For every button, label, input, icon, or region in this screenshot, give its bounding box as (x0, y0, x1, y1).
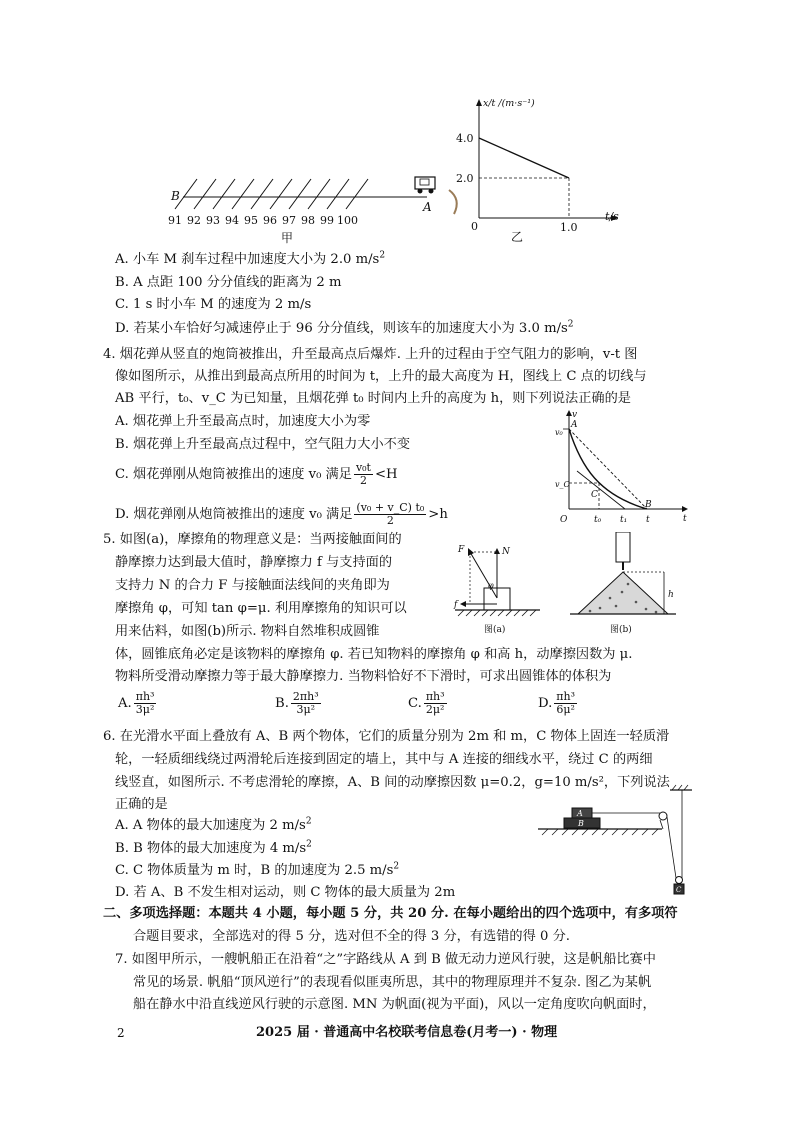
q3-option-d: D. 若某小车恰好匀减速停止于 96 分分值线，则该车的加速度大小为 3.0 $m/s^2$ (115, 319, 574, 336)
q4-c-fraction: $\frac{\text{v₀t}}{2}$ (355, 461, 371, 487)
figure-jia (165, 165, 455, 245)
yi-tick-1: 1.0 (560, 221, 578, 234)
fig6-pulley-table (659, 812, 667, 820)
figure-5 (450, 532, 685, 638)
q3-option-a: A. 小车 M 刹车过程中加速度大小为 2.0 $m/s^2$ (115, 250, 386, 267)
tick-91: 91 (168, 214, 182, 227)
q5-option-c: C. $\frac{\text{πh³}}{\text{2μ²}}$ (408, 690, 445, 716)
tick-97: 97 (282, 214, 296, 227)
q6-option-a: A. A 物体的最大加速度为 2 $m/s^2$ (115, 816, 312, 833)
vt-x-label: t (683, 514, 687, 524)
yi-tick-4: 4.0 (456, 132, 474, 145)
q4-stem-line3: AB 平行，t₀、v_C 为已知量，且烟花弹 t₀ 时间内上升的高度为 h，则下列说法正确的是 (115, 391, 631, 406)
fig6-label-c: C (676, 886, 682, 894)
yi-tick-0: 0 (471, 220, 478, 233)
yi-data-line (479, 138, 569, 178)
q6-option-c: C. C 物体质量为 m 时，B 的加速度为 2.5 $m/s^2$ (115, 861, 400, 878)
tick-96: 96 (263, 214, 277, 227)
vt-y-label: v (572, 410, 578, 420)
vt-label-v0: v₀ (555, 428, 563, 437)
tick-94: 94 (225, 214, 239, 227)
q6-option-b: B. B 物体的最大加速度为 4 $m/s^2$ (115, 839, 312, 856)
figure-yi (445, 92, 625, 242)
q4-stem-line1: 4. 烟花弹从竖直的炮筒被推出，升至最高点后爆炸. 上升的过程由于空气阻力的影响，v-t 图 (103, 347, 638, 362)
vt-label-o: O (560, 515, 568, 525)
q5-line2: 静摩擦力达到最大值时，静摩擦力 f 与支持面的 (115, 555, 393, 570)
yi-tick-2: 2.0 (456, 172, 474, 185)
car-icon (415, 177, 435, 194)
fig5b-hopper (616, 532, 630, 562)
tick-99: 99 (320, 214, 334, 227)
q6-line3: 线竖直，如图所示. 不考虑滑轮的摩擦，A、B 间的动摩擦因数 μ=0.2，g=10 m/s²，下列说法 (115, 775, 670, 790)
fig6-rope-left (667, 817, 676, 878)
figure-6 (536, 784, 698, 896)
q3-option-c: C. 1 s 时小车 M 的速度为 2 m/s (115, 297, 312, 312)
figure-jia-label: 甲 (281, 231, 294, 245)
q6-option-d: D. 若 A、B 不发生相对运动，则 C 物体的最大质量为 2m (115, 885, 456, 900)
q4-stem-line2: 像如图所示，从推出到最高点所用的时间为 t，上升的最大高度为 H，图线上 C 点的切线与 (115, 369, 647, 384)
q4-option-a: A. 烟花弹上升至最高点时，加速度大小为零 (115, 414, 371, 429)
q3-option-b: B. A 点距 100 分分值线的距离为 2 m (115, 275, 342, 290)
q4-option-d: D. 烟花弹刚从炮筒被推出的速度 v₀ 满足 $\frac{\text{(v₀ + v\_C) t₀}}{2}$ >h (115, 501, 448, 527)
point-b-label: B (171, 189, 180, 203)
q5-line3: 支持力 N 的合力 F 与接触面法线间的夹角即为 (115, 578, 390, 593)
fig6-pulley-c (676, 877, 683, 884)
tick-98: 98 (301, 214, 315, 227)
page-number: 2 (117, 1026, 125, 1040)
vt-tangent-c (577, 471, 625, 509)
fig5a-label-f: f (454, 600, 458, 610)
fig6-label-a: A (577, 809, 583, 818)
fig5a-caption: 图(a) (484, 625, 506, 635)
score-tick-labels (168, 214, 358, 227)
q7-line2: 常见的场景. 帆船“顶风逆行”的表现看似匪夷所思，其中的物理原理并不复杂. 图乙为某帆 (133, 975, 652, 990)
q5-option-a: A. $\frac{\text{πh³}}{\text{3μ²}}$ (118, 690, 155, 716)
q5-option-b: B. $\frac{\text{2πh³}}{\text{3μ²}}$ (275, 690, 319, 716)
q5-line4: 摩擦角 φ，可知 tan φ=μ. 利用摩擦角的知识可以 (115, 601, 407, 616)
vt-label-t: t (646, 515, 650, 525)
vt-label-vc: v_C (555, 480, 570, 489)
figure-vt (555, 405, 693, 527)
fig6-label-b: B (578, 819, 584, 828)
vt-label-a: A (571, 420, 578, 430)
fig5b-label-h: h (668, 590, 674, 600)
tick-95: 95 (244, 214, 258, 227)
fig5a-label-phi: φ (488, 581, 494, 590)
q7-line1: 7. 如图甲所示，一艘帆船正在沿着“之”字路线从 A 到 B 做无动力逆风行驶，这是帆船比赛中 (115, 952, 656, 967)
score-lines (175, 179, 368, 209)
fig5a-label-n: N (502, 547, 510, 557)
fig5b-cone (578, 572, 668, 614)
q5-line6: 体，圆锥底角必定是该物料的摩擦角 φ. 若已知物料的摩擦角 φ 和高 h，动摩擦因数为 μ. (115, 647, 633, 662)
yi-x-axis-label: t/s (605, 210, 619, 223)
vt-label-t1: t₁ (620, 515, 628, 525)
decorative-swirl (449, 190, 457, 214)
q4-option-b: B. 烟花弹上升至最高点过程中，空气阻力大小不变 (115, 437, 411, 452)
point-a-label: A (423, 200, 432, 214)
fig5a-hatch (458, 610, 536, 616)
vt-chord-ab (569, 429, 647, 509)
tick-100: 100 (337, 214, 358, 227)
q5-line5: 用来估料，如图(b)所示. 物料自然堆积成圆锥 (115, 624, 380, 639)
fig5a-label-f-top: F (458, 545, 465, 555)
vt-label-c: C (591, 490, 598, 500)
q6-line1: 6. 在光滑水平面上叠放有 A、B 两个物体，它们的质量分别为 2m 和 m，C 物体上固连一轻质滑 (103, 729, 670, 744)
q5-line7: 物料所受滑动摩擦力等于最大静摩擦力. 当物料恰好不下滑时，可求出圆锥体的体积为 (115, 669, 612, 684)
figure-yi-label: 乙 (511, 230, 524, 242)
q5-line1: 5. 如图(a)，摩擦角的物理意义是：当两接触面间的 (103, 532, 402, 547)
q5-option-d: D. $\frac{\text{πh³}}{\text{6μ²}}$ (538, 690, 576, 716)
q4-d-fraction: $\frac{\text{(v₀ + v\_C) t₀}}{2}$ (356, 501, 425, 527)
q7-line3: 船在静水中沿直线逆风行驶的示意图. MN 为帆面(视为平面)，风以一定角度吹向帆面时， (133, 997, 656, 1012)
section2-header-line1: 二、多项选择题：本题共 4 小题，每小题 5 分，共 20 分. 在每小题给出的四个选项中，有多项符 (103, 906, 678, 921)
q6-line2: 轮，一轻质细线绕过两滑轮后连接到固定的墙上，其中与 A 连接的细线水平，绕过 C 的两细 (115, 752, 653, 767)
q6-line4: 正确的是 (115, 797, 168, 812)
vt-label-t0: t₀ (594, 515, 602, 525)
fig6-table-hatch (542, 829, 658, 835)
tick-93: 93 (206, 214, 220, 227)
fig5b-caption: 图(b) (610, 625, 632, 635)
vt-label-b: B (645, 500, 652, 510)
q4-option-c: C. 烟花弹刚从炮筒被推出的速度 v₀ 满足 $\frac{\text{v₀t}}{2}$ <H (115, 461, 398, 487)
section2-header-line2: 合题目要求，全部选对的得 5 分，选对但不全的得 3 分，有选错的得 0 分. (133, 929, 570, 944)
footer-title: 2025 届 · 普通高中名校联考信息卷(月考一) · 物理 (256, 1025, 558, 1040)
yi-y-axis-label: x/t /(m·s⁻¹) (483, 98, 535, 109)
tick-92: 92 (187, 214, 201, 227)
